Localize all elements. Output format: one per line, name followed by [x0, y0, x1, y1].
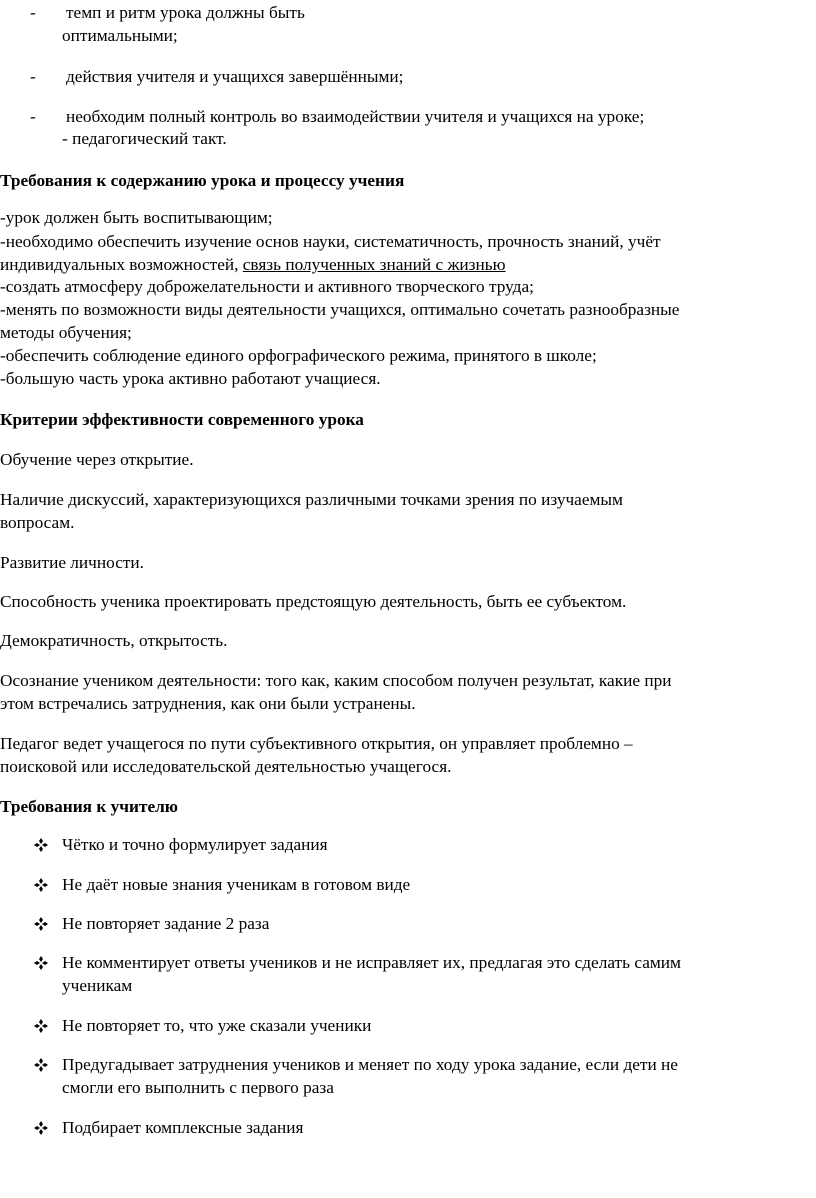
- bullet-item-text: смогли его выполнить с первого раза: [62, 1078, 334, 1097]
- paragraph-line: этом встречались затруднения, как они были устранены.: [0, 694, 416, 713]
- paragraph-line: Развитие личности.: [0, 553, 144, 572]
- bullet-item-text: Не повторяет задание 2 раза: [62, 914, 270, 933]
- diamond-bullet-icon: [34, 1121, 48, 1135]
- list-dash: -: [30, 67, 36, 86]
- bullet-item-text: Предугадывает затруднения учеников и меняет по ходу урока задание, если дети не: [62, 1055, 678, 1074]
- paragraph-line: Наличие дискуссий, характеризующихся различными точками зрения по изучаемым: [0, 490, 623, 509]
- diamond-bullet-icon: [34, 956, 48, 970]
- paragraph-line: Демократичность, открытость.: [0, 631, 228, 650]
- list-item-text: темп и ритм урока должны быть: [66, 3, 305, 22]
- paragraph-line: поисковой или исследовательской деятельностью учащегося.: [0, 757, 452, 776]
- section-heading: Критерии эффективности современного урока: [0, 410, 364, 429]
- body-text: индивидуальных возможностей,: [0, 255, 243, 274]
- diamond-bullet-icon: [34, 878, 48, 892]
- body-line: -менять по возможности виды деятельности учащихся, оптимально сочетать разнообразные: [0, 300, 680, 319]
- list-dash: -: [30, 3, 36, 22]
- bullet-item-text: Чётко и точно формулирует задания: [62, 835, 328, 854]
- diamond-bullet-icon: [34, 917, 48, 931]
- list-item-text: оптимальными;: [62, 26, 178, 45]
- diamond-bullet-icon: [34, 838, 48, 852]
- body-line: -большую часть урока активно работают учащиеся.: [0, 369, 381, 388]
- paragraph-line: вопросам.: [0, 513, 75, 532]
- bullet-item-text: ученикам: [62, 976, 133, 995]
- list-item-text: действия учителя и учащихся завершёнными;: [66, 67, 404, 86]
- bullet-item-text: Подбирает комплексные задания: [62, 1118, 304, 1137]
- body-line: -создать атмосферу доброжелательности и активного творческого труда;: [0, 277, 534, 296]
- list-item-text: - педагогический такт.: [62, 129, 227, 148]
- body-line: [0, 254, 506, 276]
- paragraph-line: Педагог ведет учащегося по пути субъективного открытия, он управляет проблемно –: [0, 734, 633, 753]
- paragraph-line: Осознание учеником деятельности: того как, каким способом получен результат, какие при: [0, 671, 672, 690]
- section-heading: Требования к учителю: [0, 797, 179, 816]
- diamond-bullet-icon: [34, 1058, 48, 1072]
- paragraph-line: Способность ученика проектировать предстоящую деятельность, быть ее субъектом.: [0, 592, 627, 611]
- list-item-text: необходим полный контроль во взаимодействии учителя и учащихся на уроке;: [66, 107, 645, 126]
- underlined-text: связь полученных знаний с жизнью: [242, 255, 506, 274]
- body-line: методы обучения;: [0, 323, 132, 342]
- bullet-item-text: Не комментирует ответы учеников и не исправляет их, предлагая это сделать самим: [62, 953, 681, 972]
- body-line: -урок должен быть воспитывающим;: [0, 208, 273, 227]
- section-heading: Требования к содержанию урока и процессу учения: [0, 171, 405, 190]
- body-line: -обеспечить соблюдение единого орфографического режима, принятого в школе;: [0, 346, 597, 365]
- bullet-item-text: Не даёт новые знания ученикам в готовом виде: [62, 875, 411, 894]
- list-dash: -: [30, 107, 36, 126]
- diamond-bullet-icon: [34, 1019, 48, 1033]
- body-line: -необходимо обеспечить изучение основ науки, систематичность, прочность знаний, учёт: [0, 232, 661, 251]
- paragraph-line: Обучение через открытие.: [0, 450, 194, 469]
- bullet-item-text: Не повторяет то, что уже сказали ученики: [62, 1016, 372, 1035]
